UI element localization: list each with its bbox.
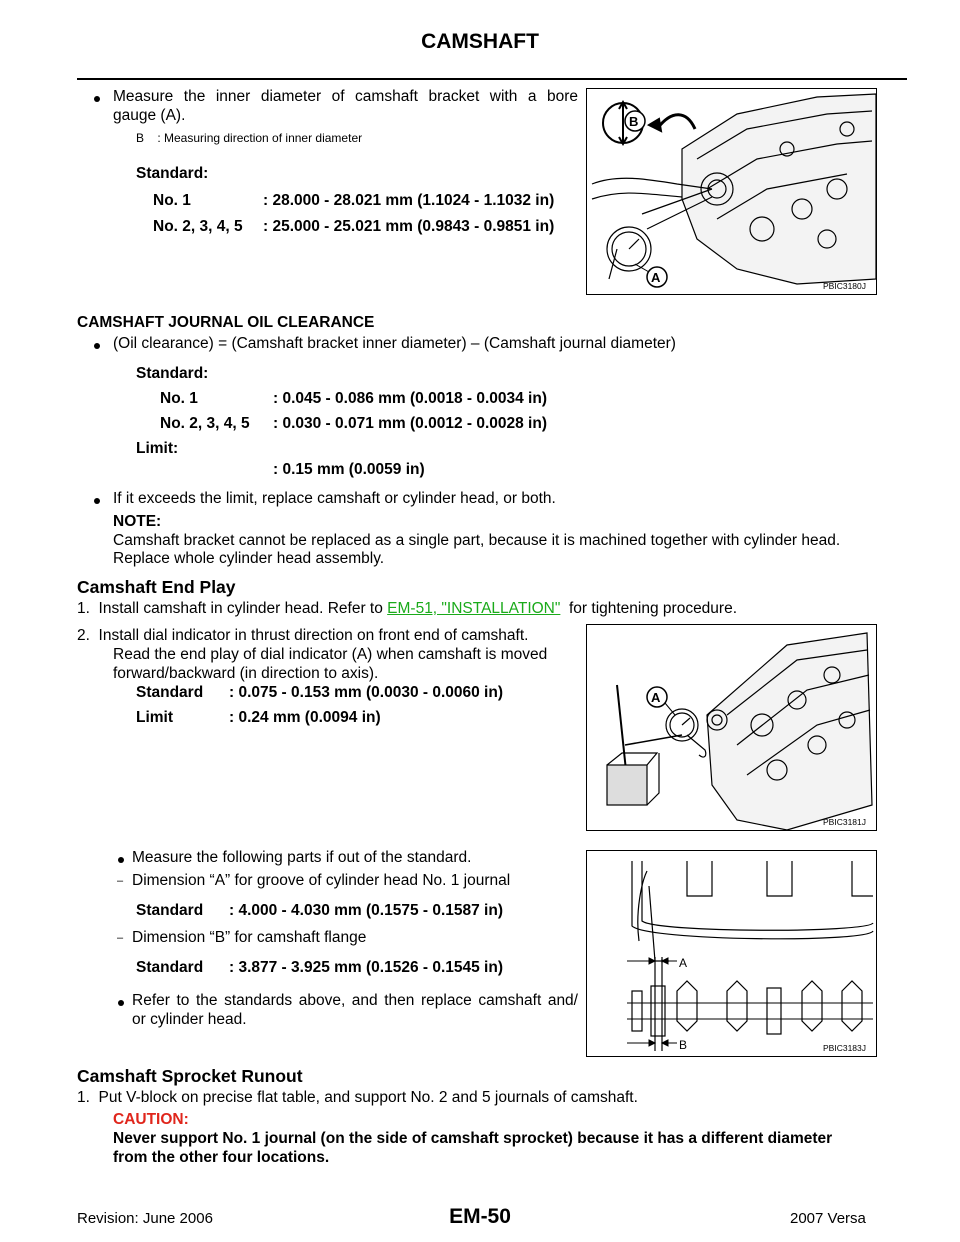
header-rule bbox=[77, 78, 907, 80]
dial-indicator-figure bbox=[586, 624, 877, 831]
dial-indicator-illustration bbox=[587, 625, 876, 830]
spec-no1-value: : 28.000 - 28.021 mm (1.1024 - 1.1032 in) bbox=[263, 192, 555, 209]
dimension-b-text: Dimension “B” for camshaft flange bbox=[132, 929, 367, 946]
bore-gauge-text-cont: gauge (A). bbox=[113, 107, 186, 124]
figure-label-b: B bbox=[629, 114, 639, 129]
installation-link[interactable]: EM-51, "INSTALLATION" bbox=[387, 600, 561, 617]
measure-parts-text: Measure the following parts if out of the standard. bbox=[132, 849, 472, 866]
standard-label: Standard: bbox=[136, 165, 209, 182]
figure-label-a: A bbox=[651, 270, 661, 285]
dash-icon: – bbox=[117, 932, 124, 944]
bullet-icon bbox=[94, 498, 100, 504]
page-title: CAMSHAFT bbox=[421, 30, 539, 53]
step2-text-cont2: forward/backward (in direction to axis). bbox=[113, 665, 379, 682]
bore-gauge-figure bbox=[586, 88, 877, 295]
refer-standards-text: Refer to the standards above, and then replace camshaft and/ bbox=[132, 992, 578, 1009]
caution-label: CAUTION: bbox=[113, 1111, 189, 1128]
spec-no2-value: : 25.000 - 25.021 mm (0.9843 - 0.9851 in) bbox=[263, 218, 555, 235]
dim-a-standard-label: Standard bbox=[136, 902, 204, 919]
note-label: NOTE: bbox=[113, 513, 162, 530]
standard-label: Standard bbox=[136, 684, 204, 701]
figure-code: PBIC3183J bbox=[823, 1043, 866, 1053]
spec-no1-label: No. 1 bbox=[160, 390, 198, 407]
dim-a-standard-value: : 4.000 - 4.030 mm (0.1575 - 0.1587 in) bbox=[229, 902, 503, 919]
camshaft-dimension-illustration bbox=[587, 851, 876, 1056]
bullet-icon bbox=[118, 1000, 124, 1006]
limit-value: : 0.24 mm (0.0094 in) bbox=[229, 709, 381, 726]
revision-date: Revision: June 2006 bbox=[77, 1210, 213, 1227]
bullet-icon bbox=[94, 343, 100, 349]
note-text: Camshaft bracket cannot be replaced as a single part, because it is machined together with cylinder head. bbox=[113, 532, 841, 549]
figure-code: PBIC3181J bbox=[823, 817, 866, 827]
spec-no2-label: No. 2, 3, 4, 5 bbox=[153, 218, 243, 235]
refer-standards-text-cont: or cylinder head. bbox=[132, 1011, 247, 1028]
step2-text: 2. Install dial indicator in thrust direction on front end of camshaft. bbox=[77, 627, 529, 644]
v-block-step: 1. Put V-block on precise flat table, and support No. 2 and 5 journals of camshaft. bbox=[77, 1089, 638, 1106]
bore-gauge-text: Measure the inner diameter of camshaft bracket with a bore bbox=[113, 88, 578, 105]
note-text-cont: Replace whole cylinder head assembly. bbox=[113, 550, 385, 567]
step1-prefix: 1. Install camshaft in cylinder head. Refer to bbox=[77, 600, 388, 617]
exceeds-limit-text: If it exceeds the limit, replace camshaft or cylinder head, or both. bbox=[113, 490, 556, 507]
sprocket-runout-heading: Camshaft Sprocket Runout bbox=[77, 1066, 303, 1086]
limit-label: Limit: bbox=[136, 440, 179, 457]
measuring-direction-note: B : Measuring direction of inner diameter bbox=[136, 131, 363, 145]
limit-label: Limit bbox=[136, 709, 174, 726]
dimension-label-b: B bbox=[679, 1038, 688, 1052]
standard-value: : 0.075 - 0.153 mm (0.0030 - 0.0060 in) bbox=[229, 684, 503, 701]
oil-clearance-heading: CAMSHAFT JOURNAL OIL CLEARANCE bbox=[77, 314, 375, 331]
figure-label-a: A bbox=[651, 690, 661, 705]
bullet-icon bbox=[118, 857, 124, 863]
spec-no2-label: No. 2, 3, 4, 5 bbox=[160, 415, 250, 432]
step2-text-cont: Read the end play of dial indicator (A) when camshaft is moved bbox=[113, 646, 548, 663]
spec-no2-value: : 0.030 - 0.071 mm (0.0012 - 0.0028 in) bbox=[273, 415, 547, 432]
camshaft-dimension-figure bbox=[586, 850, 877, 1057]
standard-label: Standard: bbox=[136, 365, 209, 382]
dim-b-standard-label: Standard bbox=[136, 959, 204, 976]
dimension-label-a: A bbox=[679, 956, 688, 970]
dash-icon: – bbox=[117, 875, 124, 887]
spec-no1-value: : 0.045 - 0.086 mm (0.0018 - 0.0034 in) bbox=[273, 390, 547, 407]
figure-code: PBIC3180J bbox=[823, 281, 866, 291]
step1-suffix: for tightening procedure. bbox=[560, 600, 738, 617]
dim-b-standard-value: : 3.877 - 3.925 mm (0.1526 - 0.1545 in) bbox=[229, 959, 503, 976]
caution-text-cont: from the other four locations. bbox=[113, 1149, 330, 1166]
oil-clearance-formula: (Oil clearance) = (Camshaft bracket inner diameter) – (Camshaft journal diameter) bbox=[113, 335, 676, 352]
bullet-icon bbox=[94, 96, 100, 102]
step1-text bbox=[77, 599, 737, 618]
spec-no1-label: No. 1 bbox=[153, 192, 191, 209]
end-play-heading: Camshaft End Play bbox=[77, 577, 236, 597]
caution-text: Never support No. 1 journal (on the side of camshaft sprocket) because it has a different diameter bbox=[113, 1130, 833, 1147]
page-number: EM-50 bbox=[449, 1205, 511, 1228]
limit-value: : 0.15 mm (0.0059 in) bbox=[273, 461, 425, 478]
dimension-a-text: Dimension “A” for groove of cylinder head No. 1 journal bbox=[132, 872, 511, 889]
cylinder-head-illustration bbox=[587, 89, 876, 294]
model-year: 2007 Versa bbox=[790, 1210, 866, 1227]
